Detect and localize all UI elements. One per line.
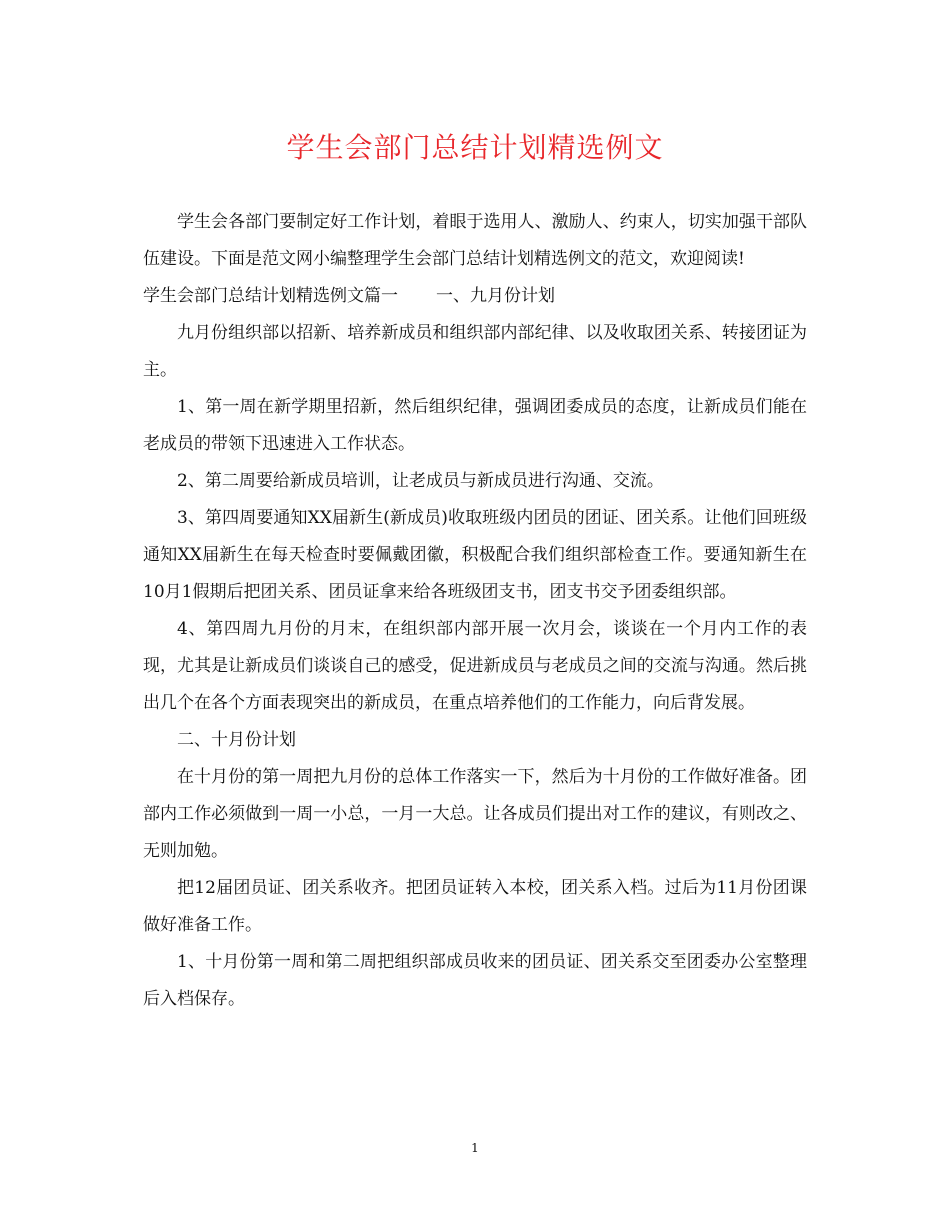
- october-plan-heading: 二、十月份计划: [177, 730, 296, 750]
- week-four-notice-paragraph: 3、第四周要通知XX届新生(新成员)收取班级内团员的团证、团关系。让他们回班级通知XX届新生在每天检查时要佩戴团徽，积极配合我们组织部检查工作。要通知新生在10月1假期后把团关系、团员证拿来给各班级团支书，团支书交予团委组织部。: [143, 508, 807, 602]
- intro-paragraph: 学生会各部门要制定好工作计划，着眼于选用人、激励人、约束人，切实加强干部队伍建设。下面是范文网小编整理学生会部门总结计划精选例文的范文，欢迎阅读!: [143, 212, 807, 269]
- week-one-paragraph: 1、第一周在新学期里招新，然后组织纪律，强调团委成员的态度，让新成员们能在老成员的带领下迅速进入工作状态。: [143, 397, 807, 454]
- page-number: 1: [471, 1141, 479, 1155]
- september-overview-paragraph: 九月份组织部以招新、培养新成员和组织部内部纪律、以及收取团关系、转接团证为主。: [143, 323, 807, 380]
- section-one-heading: 学生会部门总结计划精选例文篇一: [143, 286, 398, 306]
- document-body: [143, 204, 807, 1018]
- league-documents-paragraph: 把12届团员证、团关系收齐。把团员证转入本校，团关系入档。过后为11月份团课做好准备工作。: [143, 878, 807, 935]
- week-four-meeting-paragraph: 4、第四周九月份的月末，在组织部内部开展一次月会，谈谈在一个月内工作的表现，尤其是让新成员们谈谈自己的感受，促进新成员与老成员之间的交流与沟通。然后挑出几个在各个方面表现突出的新成员，在重点培养他们的工作能力，向后背发展。: [143, 619, 807, 713]
- september-plan-heading: 一、九月份计划: [436, 286, 555, 306]
- october-week-one-paragraph: 1、十月份第一周和第二周把组织部成员收来的团员证、团关系交至团委办公室整理后入档保存。: [143, 952, 807, 1009]
- document-title: 学生会部门总结计划精选例文: [286, 131, 664, 164]
- week-two-paragraph: 2、第二周要给新成员培训，让老成员与新成员进行沟通、交流。: [177, 471, 664, 491]
- october-overview-paragraph: 在十月份的第一周把九月份的总体工作落实一下，然后为十月份的工作做好准备。团部内工作必须做到一周一小总，一月一大总。让各成员们提出对工作的建议，有则改之、无则加勉。: [143, 767, 807, 861]
- section-one-heading-line: [143, 278, 807, 315]
